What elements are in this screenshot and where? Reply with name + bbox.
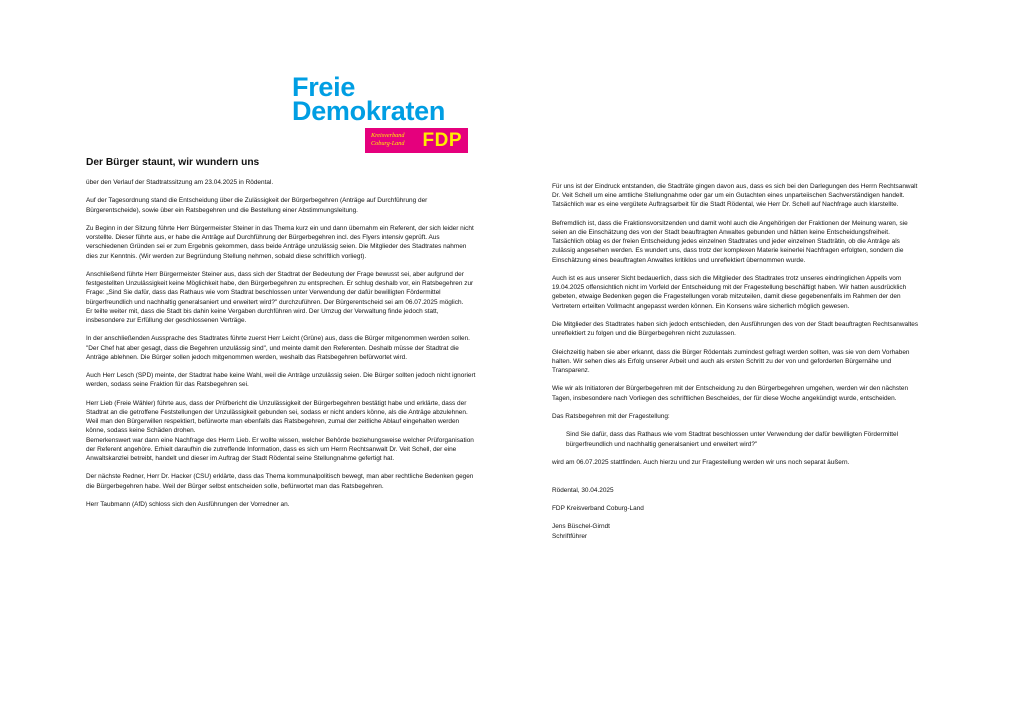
paragraph: Bemerkenswert war dann eine Nachfrage des Herrn Lieb. Er wollte wissen, welcher Behörde beziehungsweise welcher Prüforganisation der Referent angehöre. Erhielt daraufhin die zutreffende Information, dass es sich um Herrn Rechtsanwalt Dr. Veit Schell, der eine Anwaltskanzlei betreibt, handelt und dieser im Auftrag der Stadt Rödental seine Stellungnahme gefertigt hat. — [86, 436, 474, 462]
paragraph: Befremdlich ist, dass die Fraktionsvorsitzenden und damit wohl auch die Angehörigen der Fraktionen der Meinung waren, sie seien an die Einschätzung des von der Stadt beauftragten Anwaltes gebunden und hätten keine Entscheidungsfreiheit. Tatsächlich oblag es der freien Entscheidung jedes einzelnen Stadtrates und jeder einzelnen Stadträtin, ob die Anträge als zulässig angesehen werden. Es wundert uns, dass trotz der komplexen Materie keinerlei Nachfragen erfolgten, sondern die Einschätzung eines beauftragten Anwaltes kritiklos und unreflektiert übernommen wurde. — [552, 219, 908, 264]
badge-fdp: FDP — [422, 130, 462, 151]
badge-sub-line1: Kreisverband — [371, 132, 405, 139]
paragraph: Zu Beginn in der Sitzung führte Herr Bürgermeister Steiner in das Thema kurz ein und dann übernahm ein Referent, der sich leider nicht vorstellte. Dieser führte aus, er habe die Anträge auf Durchführung der Bürgerbegehren incl. des Flyers intensiv geprüft. Aus verschiedenen Gründen sei er zum Ergebnis gekommen, dass beide Anträge unzulässig seien. Die Mitglieder des Stadtrates nahmen dies zur Kenntnis. (Wir werden zur Begründung Stellung nehmen, sobald diese schriftlich vorliegt). — [86, 224, 474, 260]
fdp-badge — [365, 128, 468, 153]
paragraph: Auch Herr Lesch (SPD) meinte, der Stadtrat habe keine Wahl, weil die Anträge unzulässig seien. Die Bürger sollten jedoch nicht ignoriert werden, sodass seine Fraktion für das Ratsbegehren sei. — [86, 372, 476, 389]
paragraph: Herr Lieb (Freie Wähler) führte aus, dass der Prüfbericht die Unzulässigkeit der Bürgerbegehren bestätigt habe und erklärte, dass der Stadtrat an die getroffene Feststellungen der Unzulässigkeit gebunden sei, sodass er nicht anders könne, als die Anträge abzulehnen. Weil man den Bürgerwillen respektiert, befürworte man ebenfalls das Ratsbegehren, zumal der zeitliche Ablauf eingehalten werden könne, sodass keine Schäden drohen. — [86, 399, 468, 435]
paragraph: Die Mitglieder des Stadtrates haben sich jedoch entschieden, den Ausführungen des von der Stadt beauftragten Rechtsanwaltes unreflektiert zu folgen und die Bürgerbegehren nicht zuzulassen. — [552, 321, 919, 338]
place-date: Rödental, 30.04.2025 — [552, 486, 614, 494]
signer-name: Jens Büschel-Girndt — [552, 523, 610, 531]
paragraph: Für uns ist der Eindruck entstanden, die Stadträte gingen davon aus, dass es sich bei den Darlegungen des Herrn Rechtsanwalt Dr. Veit Schell um eine amtliche Stellungnahme oder gar um ein Gutachten eines unparteiischen Sachverständigen handelt. Tatsächlich war es eine vergütete Auftragsarbeit für die Stadt Rödental, wie Herr Dr. Schell auf Nachfrage auch klarstellte. — [552, 183, 918, 209]
badge-sub-line2: Coburg-Land — [371, 140, 405, 147]
paragraph: Auf der Tagesordnung stand die Entscheidung über die Zulässigkeit der Bürgerbegehren (Anträge auf Durchführung der Bürgerentscheide), sowie über ein Ratsbegehren und die Bestellung einer Abstimmungsleitung. — [86, 197, 428, 214]
paragraph: wird am 06.07.2025 stattfinden. Auch hierzu und zur Fragestellung werden wir uns noch separat äußern. — [552, 458, 850, 466]
quoted-question: Sind Sie dafür, dass das Rathaus wie vom Stadtrat beschlossen unter Verwendung der dafür bewilligten Fördermittel bürgerfreundlich und nachhaltig generalsaniert und erweitert wird?" — [566, 431, 899, 448]
paragraph: Auch ist es aus unserer Sicht bedauerlich, dass sich die Mitglieder des Stadtrates trotz unseres eindringlichen Appells vom 19.04.2025 offensichtlich nicht im Vorfeld der Entscheidung mit der Fragestellung beschäftigt haben. Wir hatten ausdrücklich gebeten, etwaige Bedenken gegen die Fragestellungen vorab mitzuteilen, damit diese gegebenenfalls im Rahmen der den Vertretern erteilten Vollmacht angepasst werden können. Ein Konsens wäre sicherlich möglich gewesen. — [552, 275, 907, 310]
paragraph: Das Ratsbegehren mit der Fragestellung: — [552, 412, 670, 420]
paragraph: In der anschließenden Aussprache des Stadtrates führte zuerst Herr Leicht (Grüne) aus, dass die Bürger mitgenommen werden sollen. "Der Chef hat aber gesagt, dass die Begehren unzulässig sind", und meinte damit den Referenten. Deshalb müsse der Stadtrat die Anträge ablehnen. Die Bürger sollen jedoch mitgenommen werden, weshalb das Ratsbegehren befürwortet wird. — [86, 335, 470, 361]
signer-role: Schriftführer — [552, 532, 588, 540]
paragraph: Anschließend führte Herr Bürgermeister Steiner aus, dass sich der Stadtrat der Bedeutung der Frage bewusst sei, aber aufgrund der festgestellten Unzulässigkeit keine Möglichkeit habe, den Bürgerbegehren zu entsprechen. Er schlug deshalb vor, ein Ratsbegehren zur Frage: „Sind Sie dafür, dass das Rathaus wie vom Stadtrat beschlossen unter Verwendung der dafür bewilligten Fördermittel bürgerfreundlich und nachhaltig generalsaniert und erweitert wird?" durchzuführen. Der Bürgerentscheid sei am 06.07.2025 möglich. — [86, 270, 474, 306]
logo-line-freie: Freie — [292, 72, 356, 102]
paragraph: Er teilte weiter mit, dass die Stadt bis dahin keine Vergaben durchführen wird. Der Umzug der Verwaltung finde jedoch statt, insbesondere zur Erfüllung der geschlossenen Verträge. — [86, 307, 439, 324]
paragraph: Herr Taubmann (AfD) schloss sich den Ausführungen der Vorredner an. — [86, 500, 290, 508]
paragraph: über den Verlauf der Stadtratssitzung am 23.04.2025 in Rödental. — [86, 179, 274, 186]
organization: FDP Kreisverband Coburg-Land — [552, 504, 644, 512]
fdp-logo — [292, 74, 482, 154]
right-column — [552, 182, 922, 541]
paragraph: Gleichzeitig haben sie aber erkannt, dass die Bürger Rödentals zumindest gefragt werden sollten, was sie von dem Vorhaben halten. Wir sehen dies als Erfolg unserer Arbeit und auch als ersten Schritt zu der von und geforderten Bürgernähe und Transparenz. — [552, 348, 910, 374]
document-title: Der Bürger staunt, wir wundern uns — [86, 157, 260, 168]
paragraph: Der nächste Redner, Herr Dr. Hacker (CSU) erklärte, dass das Thema kommunalpolitisch bewegt, man aber rechtliche Bedenken gegen die Bürgerbegehren habe. Weil der Bürger selbst entscheiden solle, befürwortet man das Ratsbegehren. — [86, 473, 474, 490]
logo-line-demokraten: Demokraten — [292, 96, 446, 126]
left-column — [86, 156, 476, 518]
paragraph: Wie wir als Initiatoren der Bürgerbegehren mit der Entscheidung zu den Bürgerbegehren umgehen, werden wir den nächsten Tagen, insbesondere nach Vorliegen des schriftlichen Bescheides, der für diese Woche angekündigt wurde, entscheiden. — [552, 385, 909, 402]
badge-subtitle — [371, 132, 404, 148]
